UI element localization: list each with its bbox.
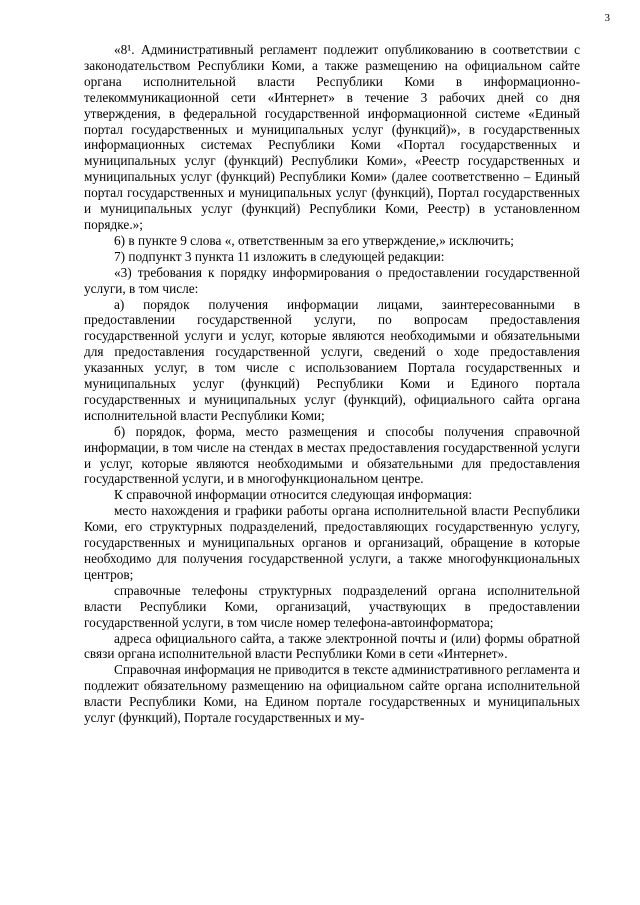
paragraph-location-schedule: место нахождения и графики работы органа исполнительной власти Республики Коми, его структурных подразделений, предоставляющих государственную услугу, государственных и муниципальных органов и организаций, обращение в которые необходимо для получения государственной услуги, а также многофункциональных центров; <box>84 503 580 582</box>
paragraph-item-6: 6) в пункте 9 слова «, ответственным за его утверждение,» исключить; <box>114 232 514 248</box>
paragraph-subitem-3: «3) требования к порядку информирования о предоставлении государственной услуги, в том числе: <box>84 264 580 296</box>
paragraph-item-7: 7) подпункт 3 пункта 11 изложить в следующей редакции: <box>114 248 445 264</box>
paragraph-reference-info-intro: К справочной информации относится следующая информация: <box>114 487 473 503</box>
paragraph-reference-placement: Справочная информация не приводится в тексте административного регламента и подлежит обязательному размещению на официальном сайте органа исполнительной власти Республики Коми, на Едином портале государственных и муниципальных услуг (функций), Портале государственных и му- <box>84 662 580 726</box>
paragraph-subitem-b: б) порядок, форма, место размещения и способы получения справочной информации, в том числе на стендах в местах предоставления государственной услуги и услуг, которые являются необходимыми и обязательными для предоставления государственной услуги, и в многофункциональном центре. <box>84 423 580 487</box>
paragraph-addresses: адреса официального сайта, а также электронной почты и (или) формы обратной связи органа исполнительной власти Республики Коми в сети «Интернет». <box>84 630 580 662</box>
page-number: 3 <box>604 12 610 24</box>
paragraph-phones: справочные телефоны структурных подразделений органа исполнительной власти Республики Коми, организаций, участвующих в предоставлении государственной услуги, в том числе номер телефона-автоинформатора; <box>84 582 580 630</box>
document-body <box>84 42 580 726</box>
paragraph-subitem-a: а) порядок получения информации лицами, заинтересованными в предоставлении государственной услуги, по вопросам предоставления государственной услуги и услуг, которые являются необходимыми и обязательными для предоставления государственной услуги, сведений о ходе предоставления указанных услуг, в том числе с использованием Портала государственных и муниципальных услуг (функций) Республики Коми и Единого портала государственных и муниципальных услуг (функций), официального сайта органа исполнительной власти Республики Коми; <box>84 296 580 423</box>
paragraph-clause-8-1: «8¹. Административный регламент подлежит опубликованию в соответствии с законодательством Республики Коми, а также размещению на официальном сайте органа исполнительной власти Республики Коми в информационно-телекоммуникационной сети «Интернет» в течение 3 рабочих дней со дня утверждения, в федеральной государственной информационной системе «Единый портал государственных и муниципальных услуг (функций)», в государственных информационных системах Республики Коми «Портал государственных и муниципальных услуг (функций) Республики Коми», «Реестр государственных и муниципальных услуг (функций) Республики Коми» (далее соответственно – Единый портал государственных и муниципальных услуг (функций), Портал государственных и муниципальных услуг (функций) Республики Коми, Реестр) в установленном порядке.»; <box>84 42 580 232</box>
